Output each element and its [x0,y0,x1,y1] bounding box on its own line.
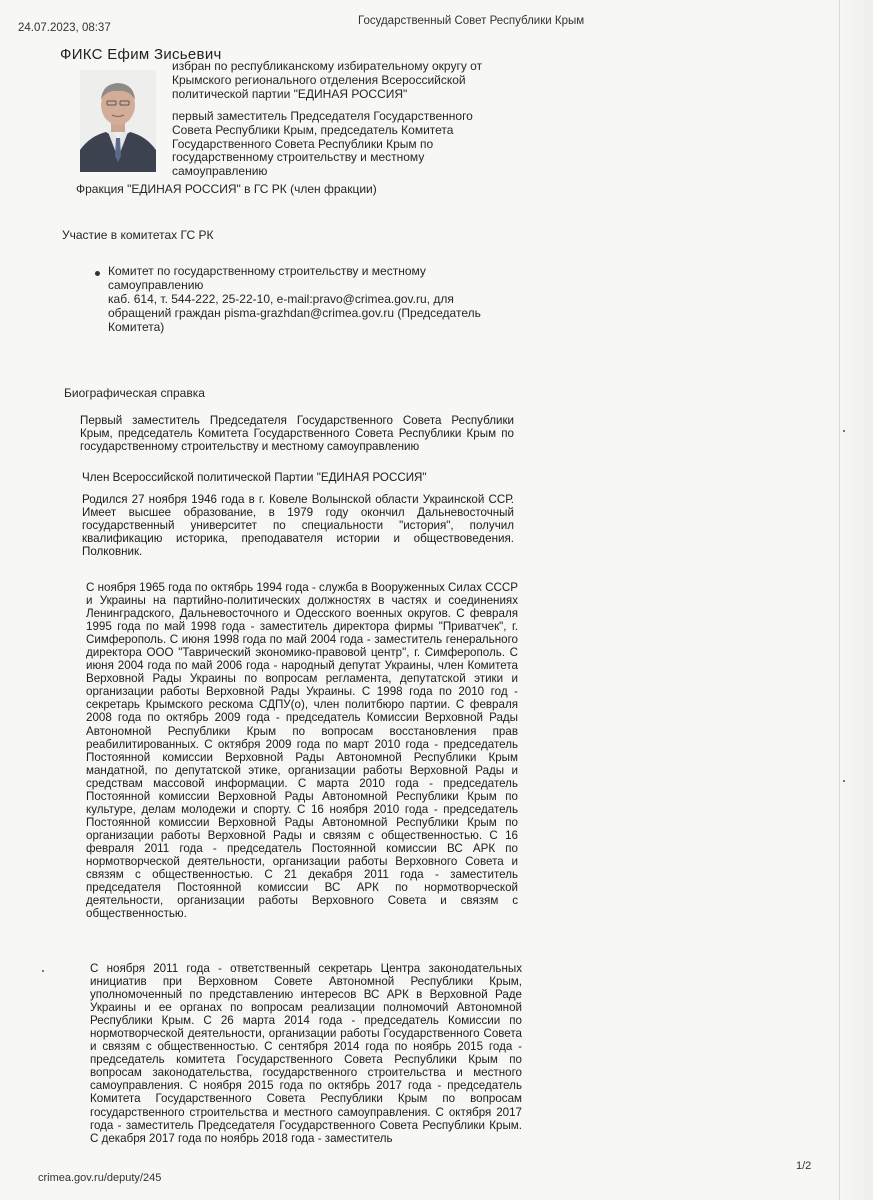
deputy-position: первый заместитель Председателя Государственного Совета Республики Крым, председатель Комитета Государственного Совета Республики Крым по государственному строительству и местному самоуправлению [172,109,473,179]
bio-paragraph-5: С ноября 2011 года - ответственный секретарь Центра законодательных инициатив при Верховном Совете Автономной Республики Крым, уполномоченный по представлению интересов ВС АРК в Верховной Раде Украины и ее органах по вопросам реализации полномочий Автономной Республики Крым. С 26 марта 2014 года - председатель Комиссии по нормотворческой деятельности, организации работы Государственного Совета и связям с общественностью. С сентября 2014 года по ноябрь 2015 года - председатель комитета Государственного Совета Республики Крым по вопросам законодательства, государственного строительства и местного самоуправления. С ноября 2015 года по октябрь 2017 года - председатель Комитета Государственного Совета Республики Крым по вопросам государственного строительства и местного самоуправления. С октября 2017 года - заместитель Председателя Государственного Совета Республики Крым. С декабря 2017 года по ноябрь 2018 года - заместитель [90,962,522,1145]
scan-edge-line [839,0,840,1200]
deputy-portrait-icon [80,70,156,172]
bio-paragraph-1: Первый заместитель Председателя Государственного Совета Республики Крым, председатель Комитета Государственного Совета Республики Крым по государственному строительству и местному самоуправлению [80,414,514,454]
committee-name: Комитет по государственному строительству и местному самоуправлению [108,264,426,292]
page-number: 1/2 [796,1160,812,1172]
bio-heading: Биографическая справка [64,386,205,400]
scan-speck [843,430,845,432]
print-timestamp: 24.07.2023, 08:37 [18,22,111,34]
scan-speck [42,970,44,972]
bio-paragraph-4: С ноября 1965 года по октябрь 1994 года - служба в Вооруженных Силах СССР и Украины на партийно-политических должностях в частях и соединениях Ленинградского, Дальневосточного и Одесского военных округов. С февраля 1995 года по май 1998 года - заместитель директора фирмы "Приватчек", г. Симферополь. С июня 1998 года по май 2004 года - заместитель генерального директора ООО "Таврический экономико-правовой центр", г. Симферополь. С июня 2004 года по май 2006 года - народный депутат Украины, член Комитета Верховной Рады Украины по вопросам регламента, депутатской этики и организации работы Верховной Рады Украины. С 1998 года по 2010 год - секретарь Крымского рескома СДПУ(о), член политбюро партии. С февраля 2008 года по октябрь 2009 года - председатель Комиссии Верховной Рады Автономной Республики Крым по вопросам восстановления прав реабилитированных. С октября 2009 года по март 2010 года - председатель Постоянной комиссии Верховной Рады Автономной Республики Крым мандатной, по депутатской этике, организации работы Верховной Рады и средствам массовой информации. С марта 2010 года - председатель Постоянной комиссии Верховной Рады Автономной Республики Крым по культуре, делам молодежи и спорту. С 16 ноября 2010 года - председатель Постоянной комиссии Верховной Рады Автономной Республики Крым по организации работы Верховной Рады и связям с общественностью. С 16 февраля 2011 года - председатель Постоянной комиссии ВС АРК по нормотворческой деятельности, организации работы Верховного Совета и связям с общественностью. С 21 декабря 2011 года - заместитель председателя Постоянной комиссии ВС АРК по нормотворческой деятельности, организации работы Верховного Совета и связям с общественностью. [86,581,518,921]
committees-heading: Участие в комитетах ГС РК [62,228,214,242]
scan-speck [843,780,845,782]
committee-contacts: каб. 614, т. 544-222, 25-22-10, e-mail:pravo@crimea.gov.ru, для обращений граждан pisma-grazhdan@crimea.gov.ru (Председатель Комитета) [108,292,481,334]
page-url: crimea.gov.ru/deputy/245 [38,1172,162,1184]
bio-paragraph-2: Член Всероссийской политической Партии "ЕДИНАЯ РОССИЯ" [82,471,427,484]
bullet-icon [95,271,100,276]
bio-paragraph-3: Родился 27 ноября 1946 года в г. Ковеле Волынской области Украинской ССР. Имеет высшее образование, в 1979 году окончил Дальневосточный государственный университет по специальности "история", получил квалификацию историка, преподавателя истории и обществоведения. Полковник. [82,493,514,559]
deputy-name: ФИКС Ефим Зисьевич [60,46,222,63]
deputy-elected: избран по республиканскому избирательному округу от Крымского регионального отделения Всероссийской политической партии "ЕДИНАЯ РОССИЯ" [172,59,483,101]
site-title: Государственный Совет Республики Крым [358,15,585,27]
deputy-faction: Фракция "ЕДИНАЯ РОССИЯ" в ГС РК (член фракции) [76,182,377,196]
